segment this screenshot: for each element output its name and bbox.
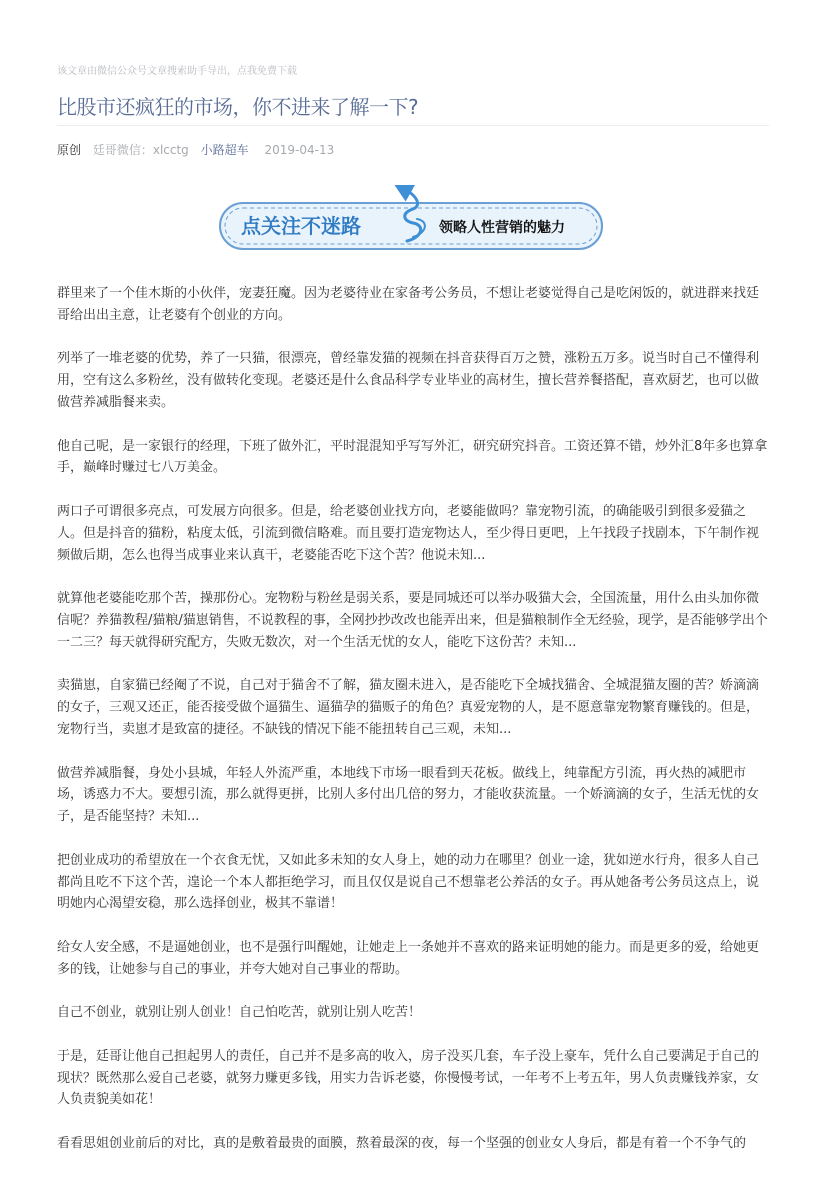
title-divider xyxy=(57,125,769,126)
paragraph: 做营养减脂餐，身处小县城，年轻人外流严重，本地线下市场一眼看到天花板。做线上，纯靠配方引流，再火热的减肥市场，诱惑力不大。要想引流，那么就得更拼，比别人多付出几倍的努力，才能收获流量。一个娇滴滴的女子，生活无忧的女子，是否能坚持？未知... xyxy=(57,765,760,825)
paragraph: 把创业成功的希望放在一个衣食无忧，又如此多未知的女人身上，她的动力在哪里？创业一途，犹如逆水行舟，很多人自己都尚且吃不下这个苦，遑论一个本人都拒绝学习，而且仅仅是说自己不想靠老公养活的女子。再从她备考公务员这点上，说明她内心渴望安稳，那么选择创业，极其不靠谱！ xyxy=(57,852,760,912)
paragraph: 就算他老婆能吃那个苦，操那份心。宠物粉与粉丝是弱关系，要是同城还可以举办吸猫大会，全国流量，用什么由头加你微信呢？养猫教程/猫粮/猫崽销售，不说教程的事，全网抄抄改改也能弄出来，但是猫粮制作全无经验，现学，是否能够学出个一二三？每天就得研究配方，失败无数次，对一个生活无忧的女人，能吃下这份苦？未知... xyxy=(57,591,768,650)
banner-right-text: 领略人性营销的魅力 xyxy=(439,220,565,236)
banner-left-text: 点关注不迷路 xyxy=(241,214,361,238)
paragraph: 看看思姐创业前后的对比，真的是敷着最贵的面膜，熬着最深的夜，每一个坚强的创业女人身后，都是有着一个不争气的 xyxy=(57,1136,747,1152)
author-name: 廷哥微信：xlcctg xyxy=(92,143,189,157)
paragraph: 列举了一堆老婆的优势，养了一只猫，很漂亮，曾经靠发猫的视频在抖音获得百万之赞，涨粉五万多。说当时自己不懂得利用，空有这么多粉丝，没有做转化变现。老婆还是什么食品科学专业毕业的高材生，擅长营养餐搭配，喜欢厨艺，也可以做做营养减脂餐来卖。 xyxy=(57,351,760,410)
article-content xyxy=(57,283,769,1177)
paragraph: 他自己呢，是一家银行的经理，下班了做外汇，平时混混知乎写写外汇，研究研究抖音。工资还算不错，炒外汇8年多也算拿手，巅峰时赚过七八万美金。 xyxy=(57,438,768,476)
export-notice-link[interactable]: 该文章由微信公众号文章搜索助手导出，点我免费下载 xyxy=(57,66,297,77)
account-link[interactable]: 小路超车 xyxy=(200,143,249,157)
paragraph: 自己不创业，就别让别人创业！自己怕吃苦，就别让别人吃苦！ xyxy=(57,1005,422,1021)
original-tag: 原创 xyxy=(57,143,82,157)
paragraph: 群里来了一个佳木斯的小伙伴，宠妻狂魔。因为老婆待业在家备考公务员，不想让老婆觉得自己是吃闲饭的，就进群来找廷哥给出出主意，让老婆有个创业的方向。 xyxy=(57,286,760,323)
article-title: 比股市还疯狂的市场，你不进来了解一下? xyxy=(57,95,419,119)
paragraph: 卖猫崽，自家猫已经阉了不说，自己对于猫舍不了解，猫友圈未进入，是否能吃下全城找猫舍、全城混猫友圈的苦？娇滴滴的女子，三观又还正，能否接受做个逼猫生、逼猫孕的猫贩子的角色？真爱宠物的人，是不愿意靠宠物繁育赚钱的。但是，宠物行当，卖崽才是致富的捷径。不缺钱的情况下能不能扭转自己三观，未知... xyxy=(57,678,760,737)
paragraph: 于是，廷哥让他自己担起男人的责任，自己并不是多高的收入，房子没买几套，车子没上豪车，凭什么自己要满足于自己的现状？既然那么爱自己老婆，就努力赚更多钱，用实力告诉老婆，你慢慢考试，一年考不上考五年，男人负责赚钱养家，女人负责貌美如花！ xyxy=(57,1048,760,1108)
article-meta xyxy=(57,141,342,158)
paragraph: 给女人安全感，不是逼她创业，也不是强行叫醒她，让她走上一条她并不喜欢的路来证明她的能力。而是更多的爱，给她更多的钱，让她参与自己的事业，并夸大她对自己事业的帮助。 xyxy=(57,939,760,977)
paragraph: 两口子可谓很多亮点，可发展方向很多。但是，给老婆创业找方向，老婆能做吗？靠宠物引流，的确能吸引到很多爱猫之人。但是抖音的猫粉，粘度太低，引流到微信略难。而且要打造宠物达人，至少得日更吧，上午找段子找剧本，下午制作视频做后期，怎么也得当成事业来认真干，老婆能否吃下这个苦？他说未知... xyxy=(57,503,760,563)
follow-banner xyxy=(217,185,607,253)
publish-date: 2019-04-13 xyxy=(264,143,335,157)
